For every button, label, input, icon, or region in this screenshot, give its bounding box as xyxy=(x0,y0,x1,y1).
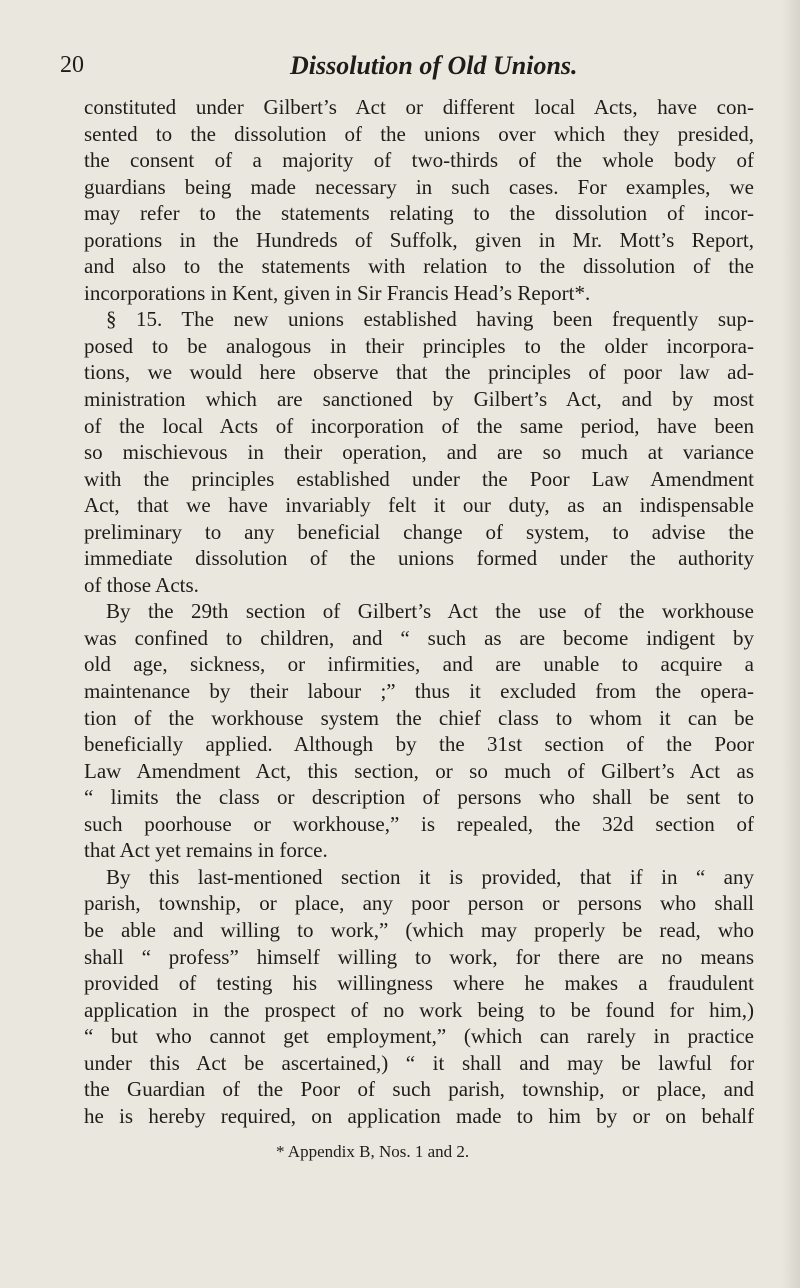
text-line: with the principles established under the Poor Law Amendment xyxy=(84,466,754,491)
text-line: incorporations in Kent, given in Sir Francis Head’s Report*. xyxy=(84,280,591,305)
text-line: provided of testing his willingness where he makes a fraudulent xyxy=(84,971,754,996)
text-line: preliminary to any beneficial change of system, to advise the xyxy=(84,519,754,544)
text-line: sented to the dissolution of the unions over which they presided, xyxy=(84,121,754,146)
text-line: old age, sickness, or infirmities, and are unable to acquire a xyxy=(84,652,754,677)
text-line: § 15. The new unions established having been frequently sup- xyxy=(106,307,754,332)
text-line: that Act yet remains in force. xyxy=(84,838,328,863)
text-line: beneficially applied. Although by the 31st section of the Poor xyxy=(84,732,754,757)
text-line: shall “ profess” himself willing to work, for there are no means xyxy=(84,944,754,969)
body-text xyxy=(84,94,754,1129)
text-line: be able and willing to work,” (which may properly be read, who xyxy=(84,917,754,942)
text-line: and also to the statements with relation to the dissolution of the xyxy=(84,254,754,279)
text-line: was confined to children, and “ such as are become indigent by xyxy=(84,625,754,650)
running-title: Dissolution of Old Unions. xyxy=(290,51,578,80)
text-line: tion of the workhouse system the chief class to whom it can be xyxy=(84,705,754,730)
text-line: “ but who cannot get employment,” (which can rarely in practice xyxy=(84,1024,754,1049)
text-line: immediate dissolution of the unions formed under the authority xyxy=(84,546,754,571)
text-line: tions, we would here observe that the principles of poor law ad- xyxy=(84,360,754,385)
text-line: may refer to the statements relating to the dissolution of incor- xyxy=(84,201,754,226)
text-line: constituted under Gilbert’s Act or different local Acts, have con- xyxy=(84,95,754,119)
text-line: “ limits the class or description of persons who shall be sent to xyxy=(84,785,754,810)
text-line: Act, that we have invariably felt it our duty, as an indispensable xyxy=(84,493,754,518)
text-line: By this last-mentioned section it is provided, that if in “ any xyxy=(106,864,754,889)
text-line: of those Acts. xyxy=(84,572,199,597)
text-line: so mischievous in their operation, and are so much at variance xyxy=(84,440,754,465)
page-number: 20 xyxy=(60,52,84,78)
text-line: he is hereby required, on application made to him by or on behalf xyxy=(84,1103,754,1128)
text-line: such poorhouse or workhouse,” is repealed, the 32d section of xyxy=(84,811,754,836)
text-line: porations in the Hundreds of Suffolk, given in Mr. Mott’s Report, xyxy=(84,227,754,252)
text-line: under this Act be ascertained,) “ it shall and may be lawful for xyxy=(84,1050,754,1075)
footnote: * Appendix B, Nos. 1 and 2. xyxy=(276,1142,470,1161)
text-line: the consent of a majority of two-thirds of the whole body of xyxy=(84,148,754,173)
text-line: of the local Acts of incorporation of the same period, have been xyxy=(84,413,754,438)
text-line: maintenance by their labour ;” thus it excluded from the opera- xyxy=(84,679,754,704)
text-line: the Guardian of the Poor of such parish, township, or place, and xyxy=(84,1077,754,1102)
text-line: application in the prospect of no work being to be found for him,) xyxy=(84,997,754,1022)
text-line: ministration which are sanctioned by Gilbert’s Act, and by most xyxy=(84,387,754,412)
text-line: By the 29th section of Gilbert’s Act the use of the workhouse xyxy=(106,599,754,624)
text-line: parish, township, or place, any poor person or persons who shall xyxy=(84,891,754,916)
text-line: guardians being made necessary in such cases. For examples, we xyxy=(84,174,754,199)
text-line: Law Amendment Act, this section, or so much of Gilbert’s Act as xyxy=(84,758,754,783)
text-line: posed to be analogous in their principles to the older incorpora- xyxy=(84,333,754,358)
